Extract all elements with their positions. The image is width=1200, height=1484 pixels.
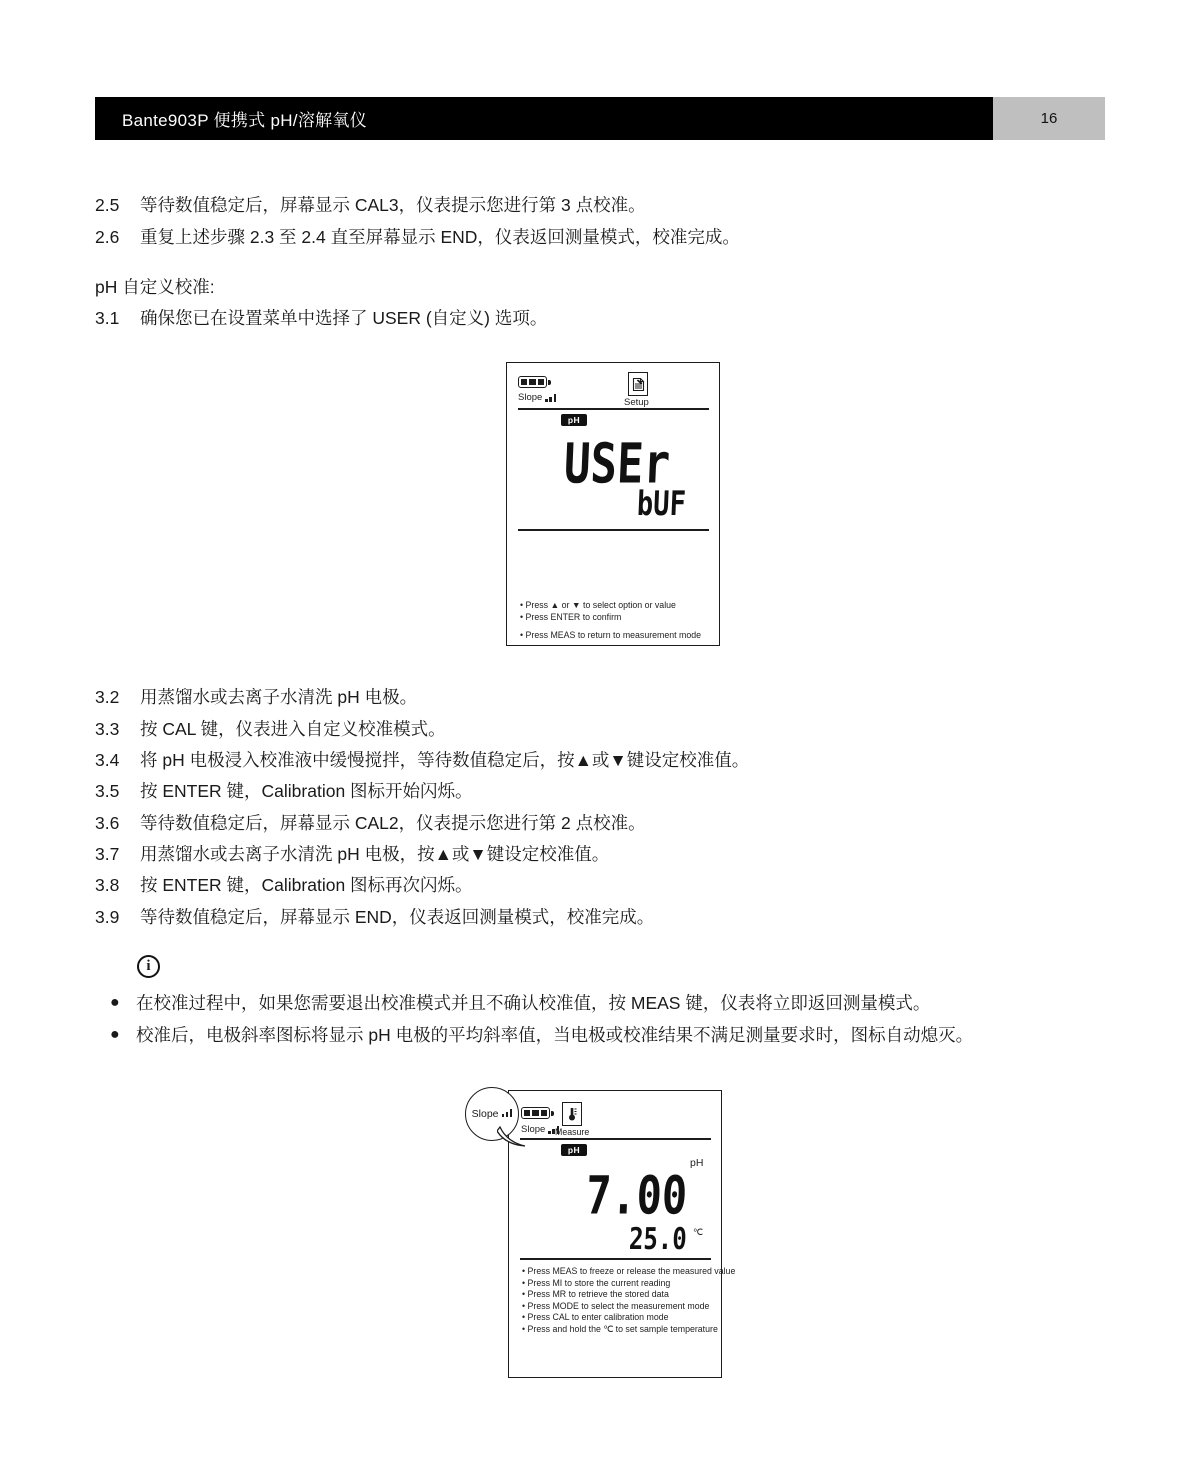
step-number: 3.4 (95, 750, 120, 770)
lcd-display-measure (508, 1090, 736, 1378)
step-text: 用蒸馏水或去离子水清洗 pH 电极，按▲或▼键设定校准值。 (140, 844, 610, 864)
document-title: Bante903P 便携式 pH/溶解氧仪 (122, 111, 368, 130)
note-text: 校准后，电极斜率图标将显示 pH 电极的平均斜率值，当电极或校准结果不满足测量要求时，图标自动熄灭。 (136, 1025, 974, 1045)
bullet-icon: ● (110, 1026, 120, 1043)
temp-unit-label: ℃ (693, 1227, 704, 1237)
step-row (95, 906, 654, 928)
lcd-hint: • Press MEAS to freeze or release the measured value (522, 1266, 715, 1278)
step-number: 2.5 (95, 195, 120, 215)
lcd-hint: • Press ▲ or ▼ to select option or value (520, 600, 713, 612)
note-text: 在校准过程中，如果您需要退出校准模式并且不确认校准值，按 MEAS 键，仪表将立即返回测量模式。 (136, 993, 931, 1013)
measure-label: Measure (555, 1127, 590, 1137)
lcd-hint: • Press CAL to enter calibration mode (522, 1312, 715, 1324)
header-bar (95, 97, 1105, 140)
section-heading: pH 自定义校准: (95, 277, 215, 297)
step-row (95, 686, 417, 708)
measure-icon (562, 1102, 582, 1126)
step-number: 3.5 (95, 781, 120, 801)
slope-bars-icon (502, 1109, 513, 1117)
ph-mode-badge: pH (561, 1144, 587, 1156)
note-row (110, 992, 930, 1014)
slope-indicator (518, 392, 556, 403)
lcd-hints (522, 1266, 736, 1335)
step-number: 2.6 (95, 227, 120, 247)
lcd-hint: • Press ENTER to confirm (520, 612, 713, 624)
step-text: 按 ENTER 键，Calibration 图标再次闪烁。 (140, 875, 473, 895)
ph-unit-label: pH (690, 1157, 704, 1169)
step-text: 确保您已在设置菜单中选择了 USER (自定义) 选项。 (140, 308, 548, 328)
setup-icon (628, 372, 648, 396)
lcd-hint: • Press MI to store the current reading (522, 1278, 715, 1290)
bullet-icon: ● (110, 994, 120, 1011)
step-number: 3.1 (95, 308, 120, 328)
lcd-divider (520, 1138, 711, 1140)
step-row (95, 843, 609, 865)
battery-icon (518, 376, 547, 388)
lcd-hint: • Press MEAS to return to measurement mode (520, 630, 713, 642)
callout-tail (497, 1126, 527, 1150)
page-number: 16 (993, 97, 1105, 140)
step-text: 用蒸馏水或去离子水清洗 pH 电极。 (140, 687, 418, 707)
step-row (95, 307, 547, 329)
lcd-ph-reading: 7.00 (584, 1164, 689, 1226)
slope-label: Slope (521, 1124, 546, 1135)
step-text: 按 ENTER 键，Calibration 图标开始闪烁。 (140, 781, 473, 801)
lcd-divider (518, 408, 709, 410)
lcd-divider (520, 1258, 711, 1260)
step-number: 3.9 (95, 907, 120, 927)
setup-label: Setup (624, 397, 649, 408)
step-row (95, 194, 646, 216)
slope-label: Slope (518, 392, 543, 403)
lcd-sub-reading: bUF (636, 485, 687, 524)
step-number: 3.7 (95, 844, 120, 864)
step-text: 等待数值稳定后，屏幕显示 END，仪表返回测量模式，校准完成。 (140, 907, 655, 927)
step-text: 按 CAL 键，仪表进入自定义校准模式。 (140, 719, 446, 739)
lcd-hints (520, 600, 713, 642)
step-row (95, 874, 473, 896)
lcd-hint: • Press MODE to select the measurement mode (522, 1301, 715, 1313)
step-row (95, 749, 749, 771)
lcd-main-reading: USEr (562, 432, 672, 497)
lcd-display-setup (506, 362, 720, 646)
step-text: 将 pH 电极浸入校准液中缓慢搅拌，等待数值稳定后，按▲或▼键设定校准值。 (140, 750, 750, 770)
step-text: 重复上述步骤 2.3 至 2.4 直至屏幕显示 END，仪表返回测量模式，校准完成。 (140, 227, 740, 247)
step-text: 等待数值稳定后，屏幕显示 CAL3，仪表提示您进行第 3 点校准。 (140, 195, 646, 215)
step-row (95, 718, 446, 740)
step-number: 3.8 (95, 875, 120, 895)
callout-label: Slope (471, 1108, 499, 1120)
step-number: 3.2 (95, 687, 120, 707)
step-row (95, 812, 646, 834)
step-row (95, 226, 740, 248)
lcd-divider (518, 529, 709, 531)
lcd-hint: • Press and hold the ℃ to set sample temperature (522, 1324, 715, 1336)
lcd-hint: • Press MR to retrieve the stored data (522, 1289, 715, 1301)
step-row (95, 780, 473, 802)
battery-icon (521, 1107, 550, 1119)
step-text: 等待数值稳定后，屏幕显示 CAL2，仪表提示您进行第 2 点校准。 (140, 813, 646, 833)
ph-mode-badge: pH (561, 414, 587, 426)
step-number: 3.3 (95, 719, 120, 739)
note-row (110, 1024, 973, 1046)
step-number: 3.6 (95, 813, 120, 833)
info-icon: i (137, 955, 160, 978)
slope-bars-icon (545, 394, 556, 402)
lcd-temp-reading: 25.0 (628, 1221, 688, 1257)
